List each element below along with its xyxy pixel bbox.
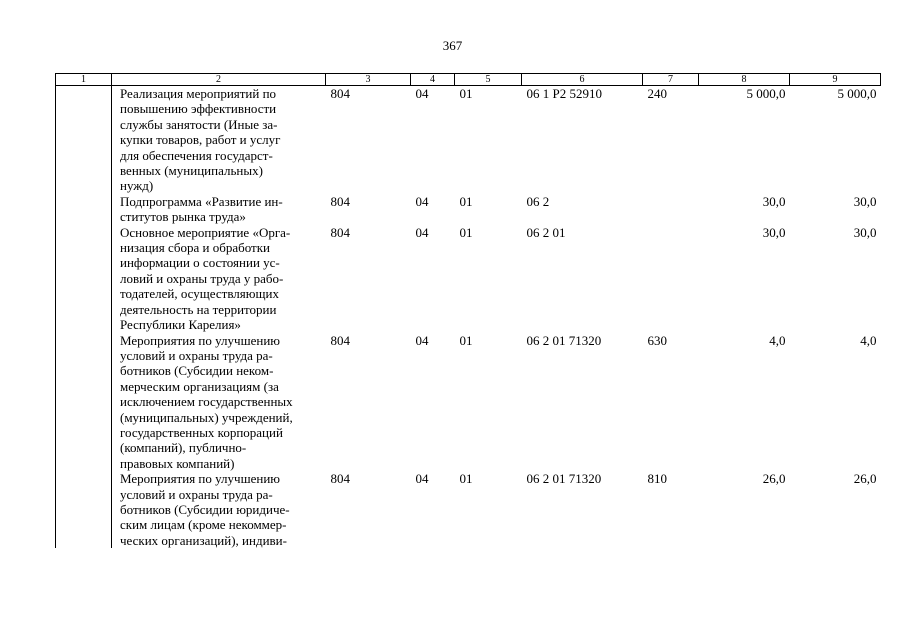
column-number-1: 1 bbox=[56, 74, 112, 86]
description-line: (муниципальных) учреждений, bbox=[120, 409, 293, 425]
column-number-9: 9 bbox=[790, 74, 881, 86]
description-line: Подпрограмма «Развитие ин- bbox=[120, 193, 283, 209]
description-line: службы занятости (Иные за- bbox=[120, 116, 278, 132]
budget-table bbox=[55, 73, 881, 548]
cell-ministry-code: 804 bbox=[330, 471, 350, 487]
table-row bbox=[56, 194, 881, 225]
cell-target-article: 06 1 Р2 52910 bbox=[526, 86, 602, 101]
description-line: тодателей, осуществляющих bbox=[120, 286, 279, 302]
description-line: повышению эффективности bbox=[120, 101, 277, 117]
cell-description bbox=[112, 333, 326, 472]
description-line: информации о состоянии ус- bbox=[120, 255, 280, 271]
cell-target-article: 06 2 01 71320 bbox=[526, 332, 602, 348]
description-line: венных (муниципальных) bbox=[120, 163, 263, 179]
description-line: ским лицам (кроме некоммер- bbox=[120, 517, 287, 533]
cell-amount-1: 30,0 bbox=[762, 224, 786, 240]
description-line: условий и охраны труда ра- bbox=[120, 486, 273, 502]
description-line: ческих организаций), индиви- bbox=[120, 532, 287, 548]
column-number-3: 3 bbox=[326, 74, 411, 86]
column-number-5: 5 bbox=[455, 74, 522, 86]
description-line: Республики Карелия» bbox=[120, 317, 241, 333]
cell-expense-type: 810 bbox=[647, 471, 667, 487]
table-row bbox=[56, 86, 881, 194]
description-line: Реализация мероприятий по bbox=[120, 86, 277, 101]
cell-amount-1: 30,0 bbox=[762, 193, 786, 209]
cell-subsection-code: 01 bbox=[459, 86, 473, 101]
cell-section-code: 04 bbox=[415, 224, 429, 240]
description-line: низация сбора и обработки bbox=[120, 240, 271, 256]
table-row bbox=[56, 471, 881, 548]
description-line: ловий и охраны труда у рабо- bbox=[120, 270, 284, 286]
cell-amount-2: 30,0 bbox=[853, 224, 877, 240]
cell-amount-1: 26,0 bbox=[762, 471, 786, 487]
description-line: ститутов рынка труда» bbox=[120, 209, 246, 225]
cell-expense-type bbox=[643, 194, 699, 225]
cell-description bbox=[112, 86, 326, 194]
table-row bbox=[56, 333, 881, 472]
description-line: мерческим организациям (за bbox=[120, 378, 279, 394]
description-line: ботников (Субсидии юридиче- bbox=[120, 501, 290, 517]
cell-section-code: 04 bbox=[415, 193, 429, 209]
cell-amount-2: 4,0 bbox=[860, 332, 877, 348]
cell-section-code: 04 bbox=[415, 471, 429, 487]
cell-amount-2: 30,0 bbox=[853, 193, 877, 209]
page-number: 367 bbox=[442, 38, 463, 53]
description-line: для обеспечения государст- bbox=[120, 147, 273, 163]
column-number-4: 4 bbox=[411, 74, 455, 86]
cell-subsection-code: 01 bbox=[459, 224, 473, 240]
description-line: (компаний), публично- bbox=[120, 440, 247, 456]
table-body bbox=[56, 86, 881, 549]
cell-ministry-code: 804 bbox=[330, 193, 350, 209]
cell-ministry-code: 804 bbox=[330, 224, 350, 240]
cell-ministry-code: 804 bbox=[330, 332, 350, 348]
cell-col1 bbox=[56, 471, 112, 548]
cell-subsection-code: 01 bbox=[459, 471, 473, 487]
cell-col1 bbox=[56, 86, 112, 194]
description-line: условий и охраны труда ра- bbox=[120, 347, 273, 363]
cell-target-article: 06 2 01 bbox=[526, 224, 566, 240]
description-line: правовых компаний) bbox=[120, 455, 235, 471]
cell-amount-2: 26,0 bbox=[853, 471, 877, 487]
table-row bbox=[56, 225, 881, 333]
description-line: Основное мероприятие «Орга- bbox=[120, 224, 291, 240]
cell-amount-1: 5 000,0 bbox=[746, 86, 786, 101]
cell-col1 bbox=[56, 225, 112, 333]
column-number-header-row bbox=[56, 74, 881, 86]
description-line: исключением государственных bbox=[120, 394, 293, 410]
cell-subsection-code: 01 bbox=[459, 332, 473, 348]
description-line: Мероприятия по улучшению bbox=[120, 332, 280, 348]
cell-target-article: 06 2 01 71320 bbox=[526, 471, 602, 487]
description-line: деятельность на территории bbox=[120, 301, 277, 317]
cell-section-code: 04 bbox=[415, 332, 429, 348]
column-number-2: 2 bbox=[112, 74, 326, 86]
cell-ministry-code: 804 bbox=[330, 86, 350, 101]
cell-description bbox=[112, 471, 326, 548]
cell-description bbox=[112, 225, 326, 333]
description-line: Мероприятия по улучшению bbox=[120, 471, 280, 487]
cell-expense-type: 630 bbox=[647, 332, 667, 348]
description-line: ботников (Субсидии неком- bbox=[120, 363, 274, 379]
cell-subsection-code: 01 bbox=[459, 193, 473, 209]
cell-expense-type bbox=[643, 225, 699, 333]
cell-col1 bbox=[56, 194, 112, 225]
description-line: нужд) bbox=[120, 178, 154, 194]
column-number-8: 8 bbox=[699, 74, 790, 86]
cell-amount-2: 5 000,0 bbox=[837, 86, 877, 101]
cell-section-code: 04 bbox=[415, 86, 429, 101]
cell-expense-type: 240 bbox=[647, 86, 667, 101]
cell-target-article: 06 2 bbox=[526, 193, 550, 209]
description-line: купки товаров, работ и услуг bbox=[120, 132, 281, 148]
description-line: государственных корпораций bbox=[120, 424, 283, 440]
cell-col1 bbox=[56, 333, 112, 472]
cell-amount-1: 4,0 bbox=[769, 332, 786, 348]
column-number-6: 6 bbox=[522, 74, 643, 86]
cell-description bbox=[112, 194, 326, 225]
column-number-7: 7 bbox=[643, 74, 699, 86]
